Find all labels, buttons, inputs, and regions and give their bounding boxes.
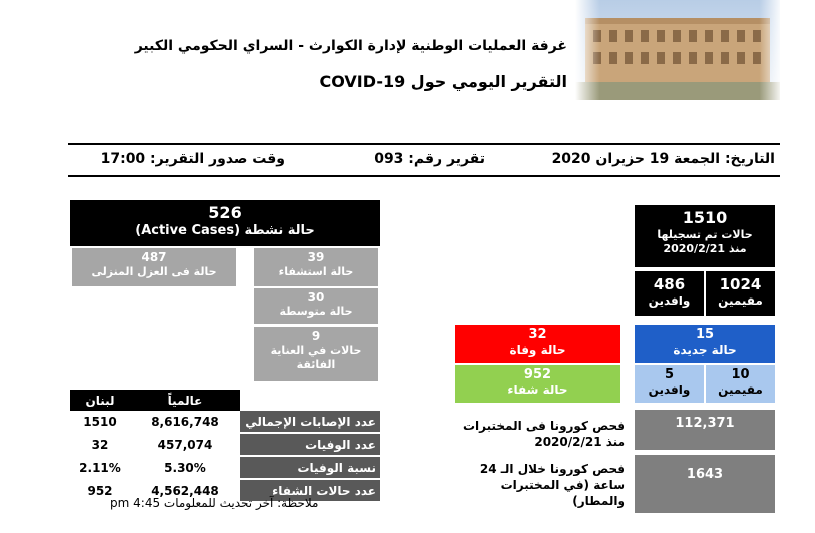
row-label: عدد حالات الشفاء (240, 479, 380, 502)
moderate-value: 30 (307, 290, 325, 304)
new-arrivals-value: 5 (664, 367, 675, 382)
icu-value: 9 (311, 329, 321, 343)
lebanon-deaths: 32 (91, 437, 109, 452)
report-number: تقرير رقم: 093 (374, 151, 485, 167)
tests-24h-label-line2: ساعة (في المختبرات (500, 478, 625, 493)
new-cases-value: 15 (695, 327, 715, 342)
table-row (70, 456, 380, 479)
building-photo (575, 0, 780, 100)
row-label: نسبة الوفيات (240, 456, 380, 479)
lebanon-recovered: 952 (87, 483, 113, 498)
residents-label: مقيمين (718, 293, 763, 308)
lebanon-total: 1510 (83, 415, 117, 429)
row-label: عدد الإصابات الإجمالي (240, 411, 380, 433)
deaths-value: 32 (528, 327, 547, 342)
arrivals-value: 486 (653, 275, 686, 293)
icu-label-line1: حالات في العناية (270, 344, 362, 357)
total-tests-box (635, 410, 775, 450)
new-residents-box (706, 365, 775, 403)
hospitalized-label: حالة استشفاء (278, 265, 354, 278)
row-label: عدد الوفيات (240, 433, 380, 456)
total-tests-label (463, 418, 625, 450)
divider-bottom (68, 175, 780, 177)
arrivals-label: وافدين (648, 293, 691, 308)
hospitalized-value: 39 (307, 250, 325, 264)
tests-24h-label (465, 461, 625, 510)
tests-24h-label-line1: فحص كورونا خلال الـ 24 (479, 462, 625, 476)
residents-box (706, 271, 775, 316)
divider-top (68, 143, 780, 145)
new-residents-value: 10 (731, 367, 750, 382)
moderate-label: حالة متوسطة (279, 305, 353, 318)
new-arrivals-label: وافدين (648, 383, 691, 398)
stats-header-row (70, 390, 380, 411)
home-isolation-value: 487 (141, 250, 167, 264)
active-cases-box (70, 200, 380, 246)
tests-24h-value: 1643 (686, 467, 724, 482)
table-row (70, 433, 380, 456)
icu-label-line2: الفائقة (296, 357, 336, 371)
new-arrivals-box (635, 365, 704, 403)
recovered-box (455, 365, 620, 403)
global-recovered: 4,562,448 (151, 483, 219, 498)
stats-table (70, 390, 380, 503)
global-death-rate: 5.30% (164, 460, 206, 475)
active-cases-label: حالة نشطة (Active Cases) (135, 223, 315, 238)
table-row (70, 411, 380, 433)
tests-24h-box (635, 455, 775, 513)
icu-box (254, 327, 378, 381)
col-global: عالمياً (167, 393, 203, 408)
home-isolation-label: حالة فى العزل المنزلى (91, 265, 217, 278)
total-cases-box (635, 205, 775, 267)
recovered-label: حالة شفاء (507, 383, 568, 398)
total-cases-since: منذ 2020/2/21 (663, 241, 747, 255)
total-tests-value: 112,371 (675, 416, 735, 431)
total-cases-label: حالات تم تسجيلها (657, 228, 753, 241)
lebanon-death-rate: 2.11% (79, 460, 121, 475)
report-date: التاريخ: الجمعة 19 حزيران 2020 (551, 151, 775, 167)
total-cases-value: 1510 (682, 208, 728, 227)
residents-value: 1024 (719, 275, 762, 293)
hospitalized-box (254, 248, 378, 286)
new-cases-label: حالة جديدة (673, 343, 737, 358)
recovered-value: 952 (523, 367, 552, 382)
new-residents-label: مقيمين (718, 383, 763, 398)
report-title: التقرير اليومي حول COVID-19 (319, 72, 567, 91)
global-deaths: 457,074 (157, 437, 213, 452)
total-tests-label-line1: فحص كورونا فى المختبرات (462, 419, 625, 433)
tests-24h-label-line3: والمطار) (572, 494, 625, 509)
new-cases-box (635, 325, 775, 363)
issue-time: وقت صدور التقرير: 17:00 (100, 151, 285, 167)
global-total: 8,616,748 (151, 415, 219, 429)
deaths-label: حالة وفاة (509, 343, 566, 358)
header-spacer (240, 390, 380, 411)
update-note: ملاحظة: آخر تحديث للمعلومات 4:45 pm (110, 496, 319, 510)
deaths-box (455, 325, 620, 363)
header-title: غرفة العمليات الوطنية لإدارة الكوارث - السراي الحكومي الكبير (134, 38, 567, 54)
arrivals-box (635, 271, 704, 316)
total-tests-label-line2: منذ 2020/2/21 (534, 435, 625, 450)
moderate-box (254, 288, 378, 324)
active-cases-value: 526 (208, 203, 242, 222)
col-lebanon: لبنان (85, 393, 115, 408)
home-isolation-box (72, 248, 236, 286)
